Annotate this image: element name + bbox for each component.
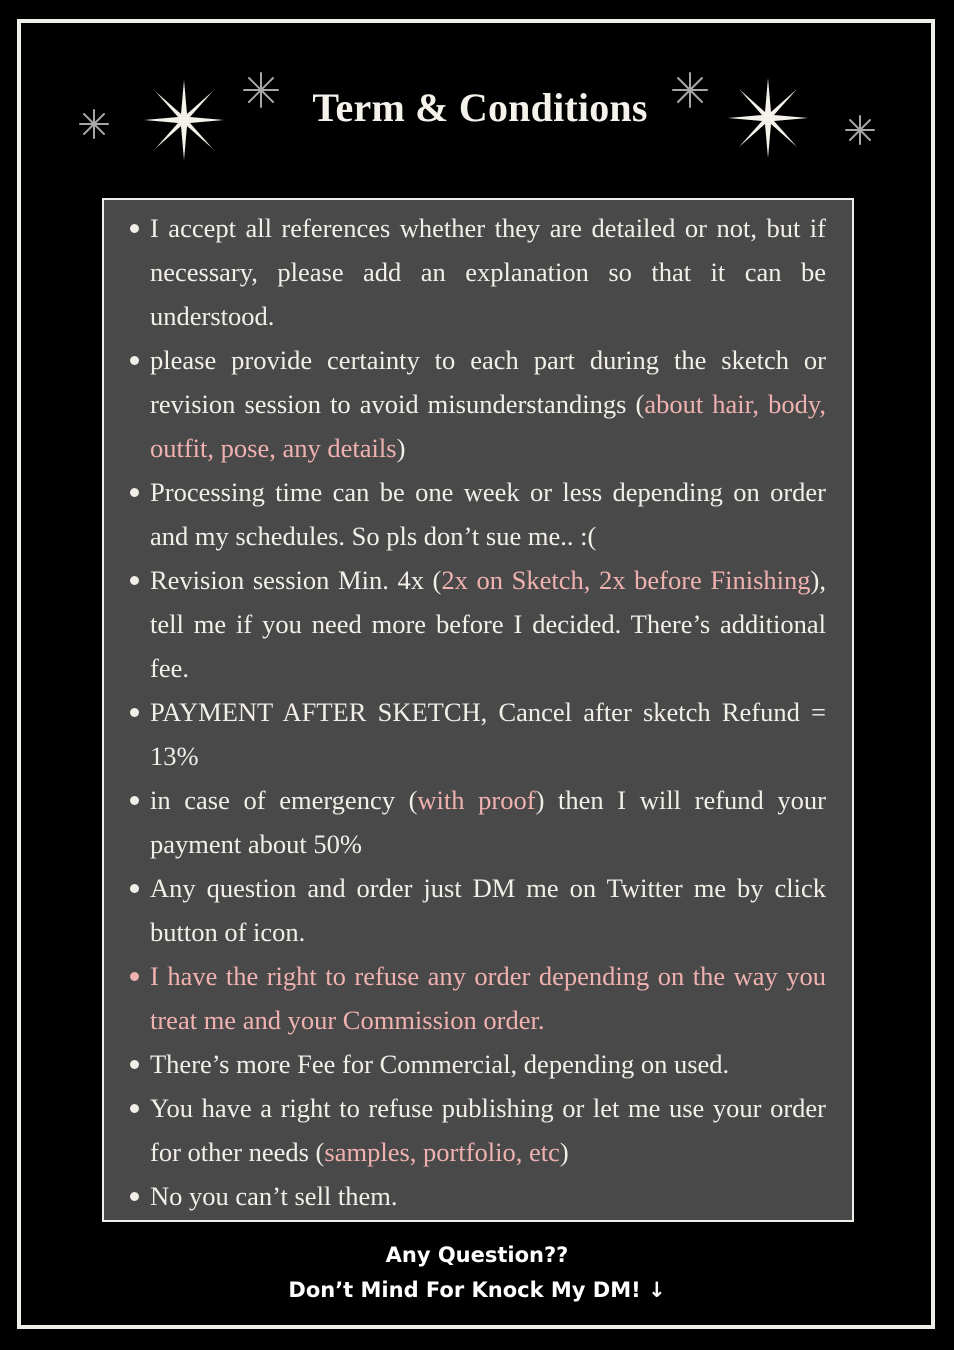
term-item: Processing time can be one week or less depending on order and my schedules. So pls don’t sue me.. :(	[104, 470, 852, 558]
term-item	[104, 954, 852, 1042]
term-item: please provide certainty to each part during the sketch or revision session to avoid misunderstandings (about hair, body, outfit, pose, any details)	[104, 338, 852, 470]
term-item: PAYMENT AFTER SKETCH, Cancel after sketch Refund = 13%	[104, 690, 852, 778]
bullet-icon	[130, 796, 139, 805]
terms-panel	[102, 198, 854, 1222]
highlight-text: about hair, body, outfit, pose, any details	[150, 389, 826, 463]
footer-question: Any Question??	[385, 1243, 569, 1267]
term-item: No you can’t sell them.	[104, 1174, 852, 1218]
term-item: Revision session Min. 4x (2x on Sketch, 2x before Finishing), tell me if you need more before I decided. There’s additional fee.	[104, 558, 852, 690]
bullet-icon	[130, 972, 139, 981]
bullet-icon	[130, 708, 139, 717]
bullet-icon	[130, 1104, 139, 1113]
terms-list	[104, 206, 852, 1218]
page-title: Term & Conditions	[312, 85, 648, 130]
bullet-icon	[130, 488, 139, 497]
footer-dm-link[interactable]: Don’t Mind For Knock My DM! ↓	[288, 1278, 666, 1302]
bullet-icon	[130, 224, 139, 233]
highlight-text: samples, portfolio, etc	[324, 1137, 560, 1167]
sparkle-icon	[78, 108, 110, 140]
bullet-icon	[130, 884, 139, 893]
sparkle-icon	[724, 74, 812, 162]
term-item: in case of emergency (with proof) then I will refund your payment about 50%	[104, 778, 852, 866]
sparkle-icon	[844, 114, 876, 146]
bullet-icon	[130, 1192, 139, 1201]
footer	[0, 1238, 954, 1308]
bullet-icon	[130, 1060, 139, 1069]
term-item: Any question and order just DM me on Twitter me by click button of icon.	[104, 866, 852, 954]
term-item: There’s more Fee for Commercial, depending on used.	[104, 1042, 852, 1086]
term-item: You have a right to refuse publishing or let me use your order for other needs (samples, portfolio, etc)	[104, 1086, 852, 1174]
highlight-text: 2x on Sketch, 2x before Finishing	[441, 565, 811, 595]
highlight-text: I have the right to refuse any order depending on the way you treat me and your Commission order.	[150, 961, 826, 1035]
bullet-icon	[130, 356, 139, 365]
term-item: I accept all references whether they are detailed or not, but if necessary, please add an explanation so that it can be understood.	[104, 206, 852, 338]
sparkle-icon	[140, 76, 228, 164]
highlight-text: with proof	[417, 785, 536, 815]
bullet-icon	[130, 576, 139, 585]
